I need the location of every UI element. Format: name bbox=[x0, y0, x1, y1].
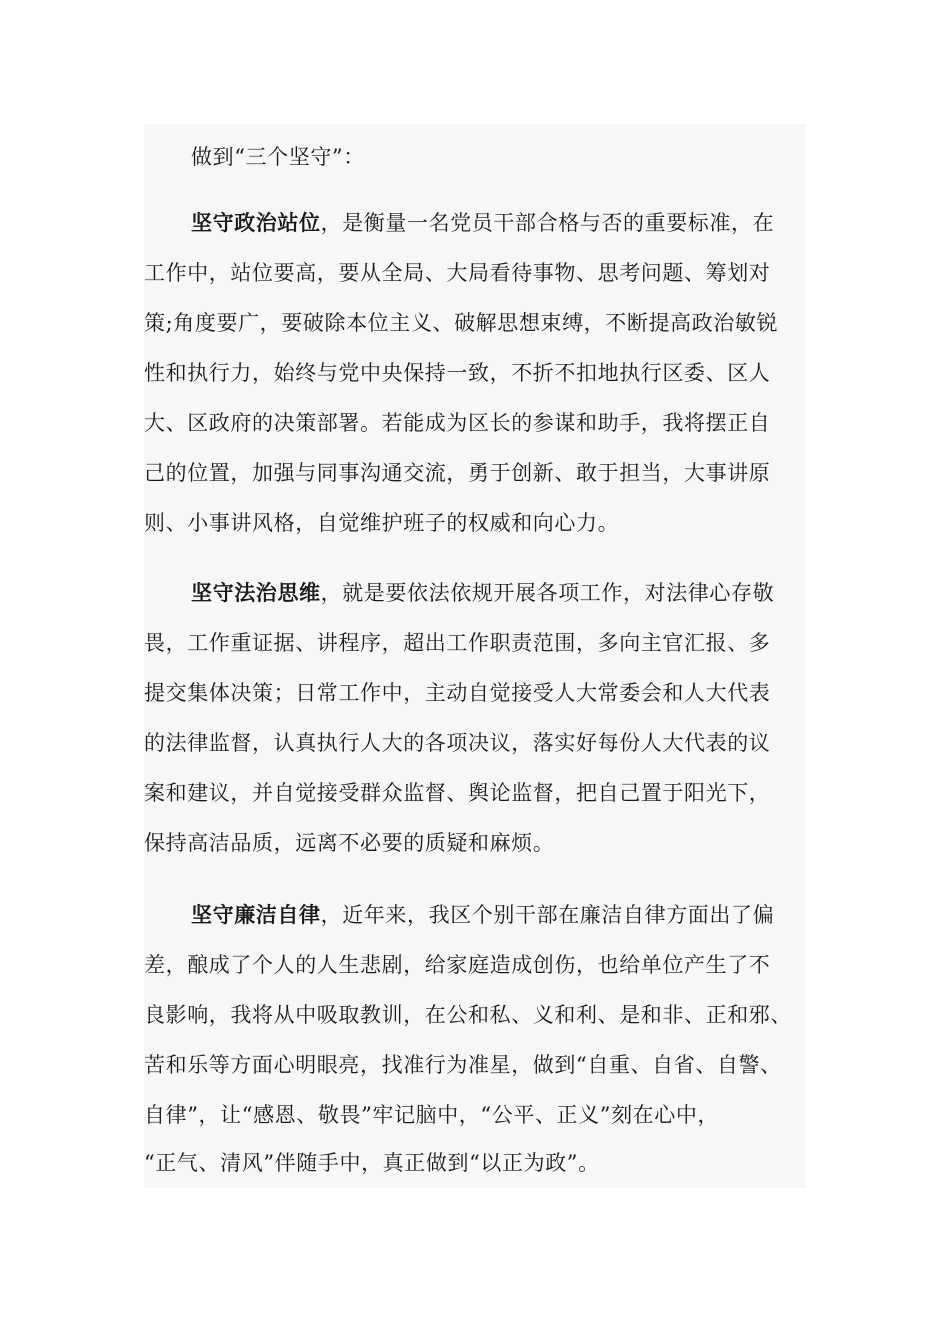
paragraph-1-first-line bbox=[191, 208, 806, 238]
paragraph-3-first-rest: ，近年来，我区个别干部在廉洁自律方面出了偏 bbox=[320, 903, 775, 927]
intro-text: 做到“三个坚守”： bbox=[191, 145, 365, 169]
paragraph-3-line: “正气、清风”伴随手中，真正做到“以正为政”。 bbox=[144, 1151, 600, 1175]
paragraph-1-first-rest: ，是衡量一名党员干部合格与否的重要标准，在 bbox=[320, 211, 775, 235]
paragraph-1-line: 工作中，站位要高，要从全局、大局看待事物、思考问题、筹划对 bbox=[144, 261, 771, 285]
paragraph-3-first-line bbox=[191, 900, 806, 930]
paragraph-2-line: 畏，工作重证据、讲程序，超出工作职责范围，多向主官汇报、多 bbox=[144, 631, 771, 655]
paragraph-1-line: 己的位置，加强与同事沟通交流，勇于创新、敢于担当，大事讲原 bbox=[144, 461, 771, 485]
paragraph-1-line: 则、小事讲风格，自觉维护班子的权威和向心力。 bbox=[144, 511, 620, 535]
paragraph-3-line: 差，酿成了个人的人生悲剧，给家庭造成创伤，也给单位产生了不 bbox=[144, 953, 771, 977]
paragraph-3-line: 苦和乐等方面心明眼亮，找准行为准星，做到“自重、自省、自警、 bbox=[144, 1053, 782, 1077]
paragraph-1-line: 策;角度要广，要破除本位主义、破解思想束缚，不断提高政治敏锐 bbox=[144, 311, 779, 335]
paragraph-3-lead: 坚守廉洁自律 bbox=[191, 902, 321, 927]
paragraph-2-first-rest: ，就是要依法依规开展各项工作，对法律心存敬 bbox=[320, 581, 775, 605]
intro-line bbox=[191, 142, 806, 172]
paragraph-3-line: 良影响，我将从中吸取教训，在公和私、义和利、是和非、正和邪、 bbox=[144, 1003, 792, 1027]
paragraph-1-line: 性和执行力，始终与党中央保持一致，不折不扣地执行区委、区人 bbox=[144, 361, 771, 385]
paragraph-1-lead: 坚守政治站位 bbox=[191, 210, 321, 235]
paragraph-2-line: 提交集体决策；日常工作中，主动自觉接受人大常委会和人大代表 bbox=[144, 681, 771, 705]
paragraph-2-first-line bbox=[191, 578, 806, 608]
paragraph-3-line: 自律”，让“感恩、敬畏”牢记脑中，“公平、正义”刻在心中， bbox=[144, 1103, 720, 1127]
paragraph-2-lead: 坚守法治思维 bbox=[191, 580, 321, 605]
paragraph-2-line: 保持高洁品质，远离不必要的质疑和麻烦。 bbox=[144, 831, 555, 855]
paragraph-2-line: 案和建议，并自觉接受群众监督、舆论监督，把自己置于阳光下， bbox=[144, 781, 771, 805]
paragraph-2-line: 的法律监督，认真执行人大的各项决议，落实好每份人大代表的议 bbox=[144, 731, 771, 755]
paragraph-1-line: 大、区政府的决策部署。若能成为区长的参谋和助手，我将摆正自 bbox=[144, 411, 771, 435]
document-body bbox=[144, 124, 806, 1188]
